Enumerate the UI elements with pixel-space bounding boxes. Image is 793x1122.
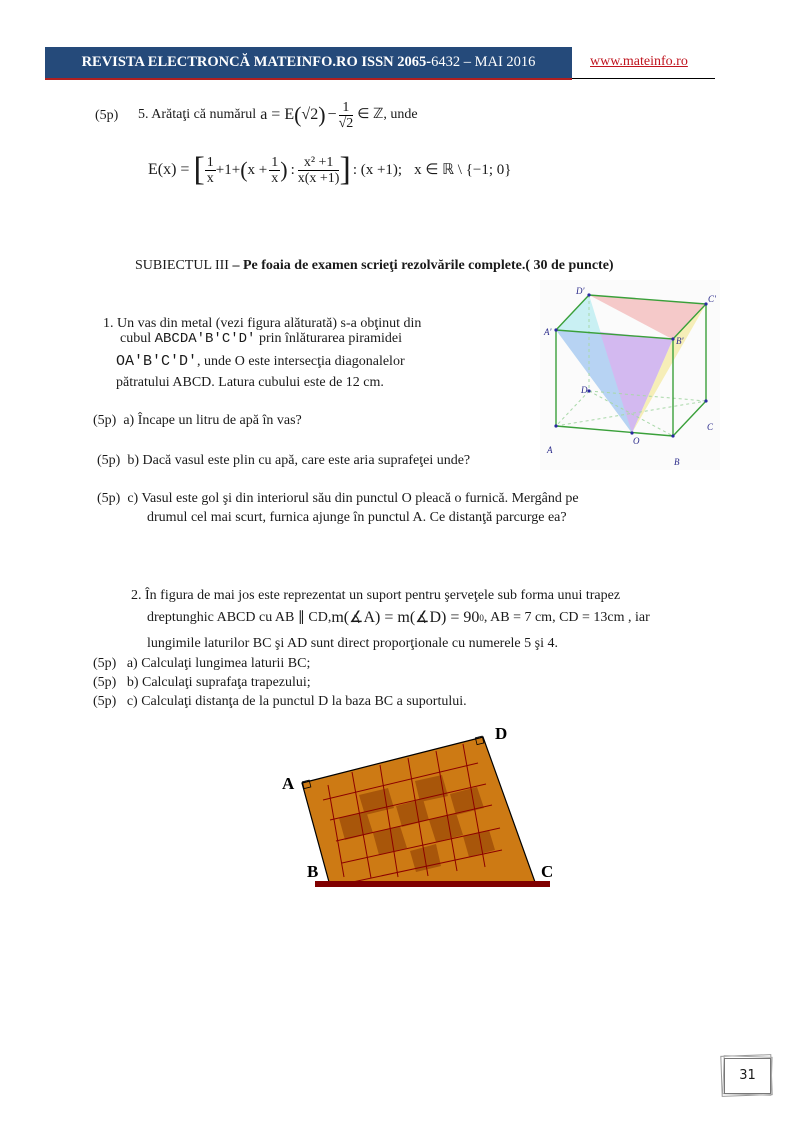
problem1-line4: pătratului ABCD. Latura cubului este de 12 cm. (116, 375, 384, 390)
points: (5p) (93, 675, 117, 690)
label-D: D (581, 385, 588, 395)
frac-denominator: x (206, 170, 214, 186)
problem5-text-end: , unde (383, 107, 418, 122)
question-text: b) Calculaţi suprafaţa trapezului; (126, 675, 311, 690)
problem2-line2 (147, 607, 650, 629)
subject3-heading (135, 258, 614, 274)
frac-1-over-x-2 (269, 155, 280, 186)
label-C1: C' (708, 294, 716, 304)
base-support (315, 881, 550, 887)
question-text: a) Încape un litru de apă în vas? (123, 413, 302, 428)
expr-a: a = E (260, 106, 295, 123)
page-number: 31 (724, 1058, 771, 1094)
question-text: c) Vasul este gol şi din interiorul său din punctul O pleacă o furnică. Mergând pe (127, 491, 579, 506)
x-plus: x + (247, 162, 268, 178)
paren-close: ) (318, 102, 326, 127)
question-text: b) Dacă vasul este plin cu apă, care este aria suprafeţei unde? (127, 453, 471, 468)
subject3-label: SUBIECTUL III (135, 258, 229, 273)
sqrt-two: √2 (301, 106, 319, 123)
problem1-c (97, 491, 579, 507)
in-integers: ∈ ℤ (357, 107, 384, 122)
problem1-line2-c: prin înlăturarea piramidei (255, 331, 402, 346)
cube-figure (540, 280, 720, 470)
journal-title-issue: 6432 – MAI 2016 (431, 54, 536, 70)
website-link[interactable]: www.mateinfo.ro (590, 54, 688, 69)
problem1-a (93, 413, 302, 429)
label-D1: D' (576, 286, 585, 296)
problem1-line3 (116, 354, 405, 370)
problem2-line3: lungimile laturilor BC şi AD sunt direct proporţionale cu numerele 5 şi 4. (147, 636, 558, 651)
plus-one-plus: +1+ (215, 162, 241, 178)
problem5-statement (138, 95, 418, 135)
domain: x ∈ ℝ \ {−1; 0} (414, 162, 512, 178)
points: (5p) (93, 656, 117, 671)
label-B: B (307, 862, 319, 881)
subject3-dash: – (228, 258, 243, 273)
problem1-line2 (120, 331, 402, 347)
journal-title (45, 47, 572, 78)
label-A: A (282, 774, 295, 793)
cube-name: ABCDA'B'C'D' (154, 331, 256, 347)
header-rule (572, 78, 715, 79)
paren-close: ) (280, 157, 288, 182)
E-lhs: E(x) = (148, 161, 190, 178)
bracket-open: [ (193, 151, 205, 188)
frac-denominator: √2 (338, 115, 354, 131)
label-C: C (707, 422, 714, 432)
frac-denominator: x(x +1) (297, 170, 340, 186)
label-O: O (633, 436, 640, 446)
problem2-item-a (93, 656, 310, 672)
paren-open: ( (294, 102, 302, 127)
question-text-cont: drumul cel mai scurt, furnica ajunge în punctul A. Ce distanţă parcurge ea? (147, 510, 567, 525)
points: (5p) (93, 694, 117, 709)
problem5-points: (5p) (95, 108, 119, 123)
question-text: c) Calculaţi distanţa de la punctul D la baza BC a suportului. (126, 694, 467, 709)
angle-condition: m(∡A) = m(∡D) = 90 (331, 609, 480, 626)
paren-open: ( (240, 157, 248, 182)
problem2-item-c (93, 694, 467, 710)
frac-numerator: 1 (339, 100, 354, 116)
frac-1-over-x (205, 155, 216, 186)
problem1-b (97, 453, 470, 469)
div-x-plus-1: : (x +1); (352, 162, 403, 178)
header-underline (45, 78, 572, 80)
label-B1: B' (676, 336, 684, 346)
question-text: a) Calculaţi lungimea laturii BC; (126, 656, 311, 671)
label-C: C (541, 862, 554, 881)
points: (5p) (97, 453, 121, 468)
frac-numerator: 1 (271, 154, 279, 170)
problem2-item-b (93, 675, 311, 691)
bracket-close: ] (339, 151, 351, 188)
problem1-line1: 1. Un vas din metal (vezi figura alăturată) s-a obţinut din (103, 316, 422, 331)
problem2-line1: 2. În figura de mai jos este reprezentat un suport pentru şerveţele sub forma unui trapez (131, 588, 621, 603)
degree-sup: 0 (479, 613, 484, 623)
frac-denominator: x (271, 170, 279, 186)
E-definition (148, 146, 512, 194)
frac-x2plus1-over-x-xplus1 (298, 155, 340, 186)
label-B: B (674, 457, 680, 467)
label-A: A (547, 445, 553, 455)
frac-numerator: 1 (206, 154, 214, 170)
frac-numerator: x² +1 (298, 155, 340, 171)
trapezoid-figure (270, 720, 570, 895)
problem2-line2-b: , AB = 7 cm, CD = 13cm , iar (483, 610, 650, 625)
problem1-line2-a: cubul (120, 331, 155, 346)
problem2-line2-a: dreptunghic ABCD cu AB ∥ CD, (147, 610, 332, 625)
problem5-text: 5. Arătaţi că numărul (138, 107, 257, 122)
pyramid-name: OA'B'C'D' (116, 353, 198, 370)
problem1-line3-b: , unde O este intersecţia diagonalelor (197, 354, 405, 369)
points: (5p) (97, 491, 121, 506)
label-A1: A' (544, 327, 552, 337)
label-D: D (495, 724, 508, 743)
fraction-one-over-sqrt2 (339, 100, 354, 131)
points: (5p) (93, 413, 117, 428)
minus-sign: − (327, 106, 337, 123)
colon: : (290, 162, 295, 178)
journal-title-bold: REVISTA ELECTRONCĂ MATEINFO.RO ISSN 2065- (81, 54, 432, 70)
subject3-instruction: Pe foaia de examen scrieţi rezolvările complete.( 30 de puncte) (242, 258, 614, 273)
